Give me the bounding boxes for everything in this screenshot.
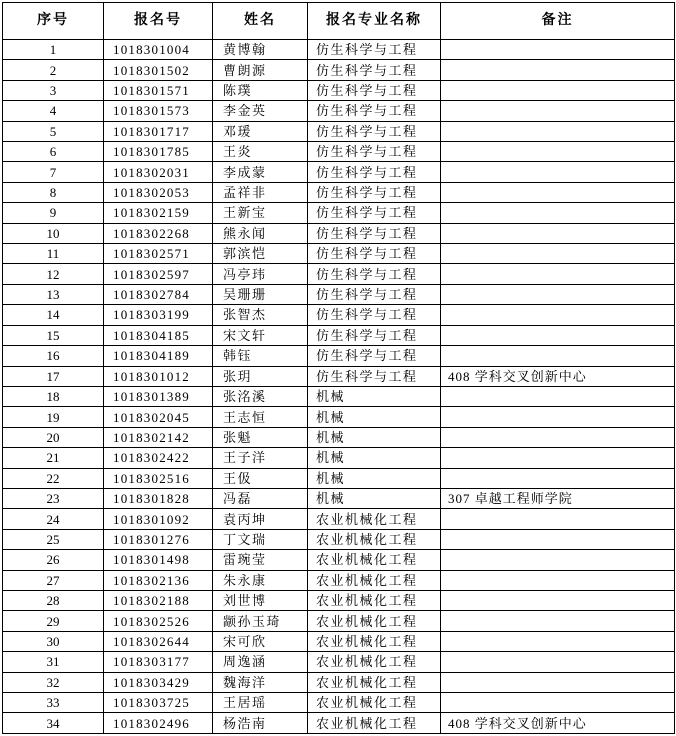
table-row [3,713,675,734]
cell-registration-number: 1018303429 [104,672,213,692]
cell-registration-number: 1018303725 [104,693,213,713]
cell-name: 邓瑗 [213,121,308,141]
cell-remark [441,142,675,162]
cell-registration-number: 1018301502 [104,60,213,80]
cell-major: 仿生科学与工程 [308,203,441,223]
cell-name: 张洺溪 [213,386,308,406]
cell-serial: 12 [3,264,104,284]
cell-name: 袁丙坤 [213,509,308,529]
table-row [3,672,675,692]
cell-registration-number: 1018301785 [104,142,213,162]
cell-remark [441,611,675,631]
cell-major: 仿生科学与工程 [308,366,441,386]
cell-serial: 15 [3,325,104,345]
cell-remark [441,672,675,692]
table-row [3,407,675,427]
cell-serial: 14 [3,305,104,325]
table-row [3,386,675,406]
cell-serial: 22 [3,468,104,488]
cell-remark [441,60,675,80]
cell-remark: 408 学科交叉创新中心 [441,713,675,734]
cell-serial: 24 [3,509,104,529]
cell-serial: 29 [3,611,104,631]
column-header-remark: 备注 [441,3,675,40]
cell-remark [441,427,675,447]
cell-major: 仿生科学与工程 [308,305,441,325]
cell-serial: 28 [3,590,104,610]
cell-major: 仿生科学与工程 [308,142,441,162]
cell-serial: 16 [3,346,104,366]
cell-serial: 2 [3,60,104,80]
cell-remark [441,264,675,284]
cell-major: 仿生科学与工程 [308,40,441,60]
cell-serial: 19 [3,407,104,427]
cell-registration-number: 1018302644 [104,631,213,651]
cell-remark [441,652,675,672]
cell-name: 丁文瑞 [213,529,308,549]
table-row [3,244,675,264]
cell-registration-number: 1018302784 [104,284,213,304]
cell-serial: 25 [3,529,104,549]
cell-registration-number: 1018301571 [104,80,213,100]
cell-registration-number: 1018302136 [104,570,213,590]
table-row [3,142,675,162]
cell-major: 机械 [308,427,441,447]
cell-name: 陈璞 [213,80,308,100]
cell-registration-number: 1018302422 [104,448,213,468]
cell-registration-number: 1018303199 [104,305,213,325]
cell-major: 农业机械化工程 [308,611,441,631]
table-row [3,529,675,549]
column-header-major: 报名专业名称 [308,3,441,40]
column-header-registration-number: 报名号 [104,3,213,40]
cell-registration-number: 1018302053 [104,182,213,202]
cell-name: 王新宝 [213,203,308,223]
cell-remark [441,631,675,651]
table-row [3,652,675,672]
cell-name: 冯磊 [213,488,308,508]
cell-name: 王居瑶 [213,693,308,713]
table-row [3,570,675,590]
cell-major: 机械 [308,488,441,508]
cell-name: 李金英 [213,101,308,121]
cell-name: 曹朗源 [213,60,308,80]
cell-remark [441,468,675,488]
table-row [3,509,675,529]
cell-name: 王炎 [213,142,308,162]
cell-name: 颛孙玉琦 [213,611,308,631]
cell-major: 仿生科学与工程 [308,121,441,141]
cell-registration-number: 1018301092 [104,509,213,529]
table-row [3,448,675,468]
cell-registration-number: 1018302159 [104,203,213,223]
table-row [3,162,675,182]
column-header-name: 姓名 [213,3,308,40]
cell-major: 农业机械化工程 [308,550,441,570]
table-row [3,488,675,508]
cell-remark [441,529,675,549]
cell-major: 仿生科学与工程 [308,244,441,264]
cell-remark [441,570,675,590]
cell-remark [441,284,675,304]
table-row [3,121,675,141]
table-row [3,182,675,202]
table-row [3,203,675,223]
cell-major: 农业机械化工程 [308,570,441,590]
cell-major: 仿生科学与工程 [308,162,441,182]
cell-major: 仿生科学与工程 [308,346,441,366]
cell-registration-number: 1018302597 [104,264,213,284]
cell-remark [441,101,675,121]
cell-name: 王伋 [213,468,308,488]
cell-serial: 6 [3,142,104,162]
cell-remark [441,121,675,141]
cell-major: 仿生科学与工程 [308,60,441,80]
cell-major: 机械 [308,468,441,488]
cell-serial: 5 [3,121,104,141]
cell-serial: 3 [3,80,104,100]
cell-name: 宋文轩 [213,325,308,345]
cell-name: 韩钰 [213,346,308,366]
table-row [3,264,675,284]
table-row [3,60,675,80]
cell-serial: 21 [3,448,104,468]
cell-major: 农业机械化工程 [308,652,441,672]
cell-registration-number: 1018304189 [104,346,213,366]
cell-remark [441,448,675,468]
cell-registration-number: 1018304185 [104,325,213,345]
table-row [3,468,675,488]
cell-serial: 1 [3,40,104,60]
cell-name: 朱永康 [213,570,308,590]
cell-name: 孟祥非 [213,182,308,202]
column-header-serial: 序号 [3,3,104,40]
table-body [3,40,675,734]
cell-serial: 32 [3,672,104,692]
cell-remark [441,182,675,202]
cell-name: 黄博翰 [213,40,308,60]
table-row [3,611,675,631]
cell-major: 农业机械化工程 [308,529,441,549]
cell-name: 杨浩南 [213,713,308,734]
table-row [3,631,675,651]
cell-name: 吴珊珊 [213,284,308,304]
cell-serial: 23 [3,488,104,508]
cell-major: 农业机械化工程 [308,713,441,734]
cell-registration-number: 1018301573 [104,101,213,121]
cell-name: 宋可欣 [213,631,308,651]
cell-name: 张智杰 [213,305,308,325]
header-row [3,3,675,40]
cell-registration-number: 1018302188 [104,590,213,610]
cell-registration-number: 1018302268 [104,223,213,243]
cell-major: 仿生科学与工程 [308,223,441,243]
cell-major: 农业机械化工程 [308,672,441,692]
cell-major: 仿生科学与工程 [308,284,441,304]
cell-registration-number: 1018302142 [104,427,213,447]
cell-registration-number: 1018301828 [104,488,213,508]
table-row [3,284,675,304]
cell-remark [441,203,675,223]
cell-registration-number: 1018302526 [104,611,213,631]
cell-major: 仿生科学与工程 [308,182,441,202]
cell-remark [441,693,675,713]
cell-registration-number: 1018302031 [104,162,213,182]
cell-name: 郭滨恺 [213,244,308,264]
cell-serial: 10 [3,223,104,243]
cell-name: 王志恒 [213,407,308,427]
cell-major: 仿生科学与工程 [308,101,441,121]
cell-major: 仿生科学与工程 [308,325,441,345]
cell-registration-number: 1018302571 [104,244,213,264]
cell-serial: 9 [3,203,104,223]
cell-name: 李成蒙 [213,162,308,182]
cell-name: 魏海洋 [213,672,308,692]
cell-name: 刘世博 [213,590,308,610]
table-row [3,366,675,386]
cell-major: 机械 [308,448,441,468]
cell-major: 农业机械化工程 [308,509,441,529]
table-row [3,325,675,345]
cell-registration-number: 1018303177 [104,652,213,672]
cell-major: 机械 [308,407,441,427]
cell-serial: 11 [3,244,104,264]
cell-registration-number: 1018302045 [104,407,213,427]
table-header [3,3,675,40]
cell-name: 王子洋 [213,448,308,468]
cell-serial: 4 [3,101,104,121]
cell-remark: 408 学科交叉创新中心 [441,366,675,386]
table-row [3,590,675,610]
cell-remark [441,590,675,610]
cell-registration-number: 1018301717 [104,121,213,141]
cell-remark [441,223,675,243]
table-row [3,305,675,325]
cell-remark [441,509,675,529]
table-row [3,40,675,60]
cell-serial: 26 [3,550,104,570]
table-row [3,693,675,713]
cell-serial: 33 [3,693,104,713]
cell-remark [441,305,675,325]
table-row [3,550,675,570]
cell-serial: 7 [3,162,104,182]
cell-major: 农业机械化工程 [308,590,441,610]
cell-serial: 34 [3,713,104,734]
table-row [3,427,675,447]
cell-remark [441,346,675,366]
cell-major: 仿生科学与工程 [308,80,441,100]
cell-registration-number: 1018301004 [104,40,213,60]
cell-major: 仿生科学与工程 [308,264,441,284]
cell-name: 张魁 [213,427,308,447]
cell-name: 张玥 [213,366,308,386]
applicants-table [2,2,675,734]
cell-serial: 8 [3,182,104,202]
cell-major: 农业机械化工程 [308,631,441,651]
cell-remark [441,162,675,182]
cell-serial: 31 [3,652,104,672]
table-row [3,346,675,366]
cell-name: 冯亭玮 [213,264,308,284]
cell-remark [441,80,675,100]
cell-name: 周逸涵 [213,652,308,672]
cell-serial: 27 [3,570,104,590]
cell-registration-number: 1018302516 [104,468,213,488]
cell-remark [441,244,675,264]
cell-remark [441,386,675,406]
cell-registration-number: 1018302496 [104,713,213,734]
cell-registration-number: 1018301012 [104,366,213,386]
cell-remark [441,325,675,345]
cell-remark [441,407,675,427]
cell-serial: 17 [3,366,104,386]
table-row [3,223,675,243]
table-row [3,80,675,100]
cell-major: 农业机械化工程 [308,693,441,713]
cell-serial: 13 [3,284,104,304]
table-row [3,101,675,121]
cell-name: 熊永闻 [213,223,308,243]
cell-serial: 30 [3,631,104,651]
cell-registration-number: 1018301498 [104,550,213,570]
cell-remark [441,40,675,60]
cell-remark [441,550,675,570]
cell-name: 雷琬莹 [213,550,308,570]
cell-serial: 20 [3,427,104,447]
cell-registration-number: 1018301276 [104,529,213,549]
cell-registration-number: 1018301389 [104,386,213,406]
cell-remark: 307 卓越工程师学院 [441,488,675,508]
cell-major: 机械 [308,386,441,406]
cell-serial: 18 [3,386,104,406]
